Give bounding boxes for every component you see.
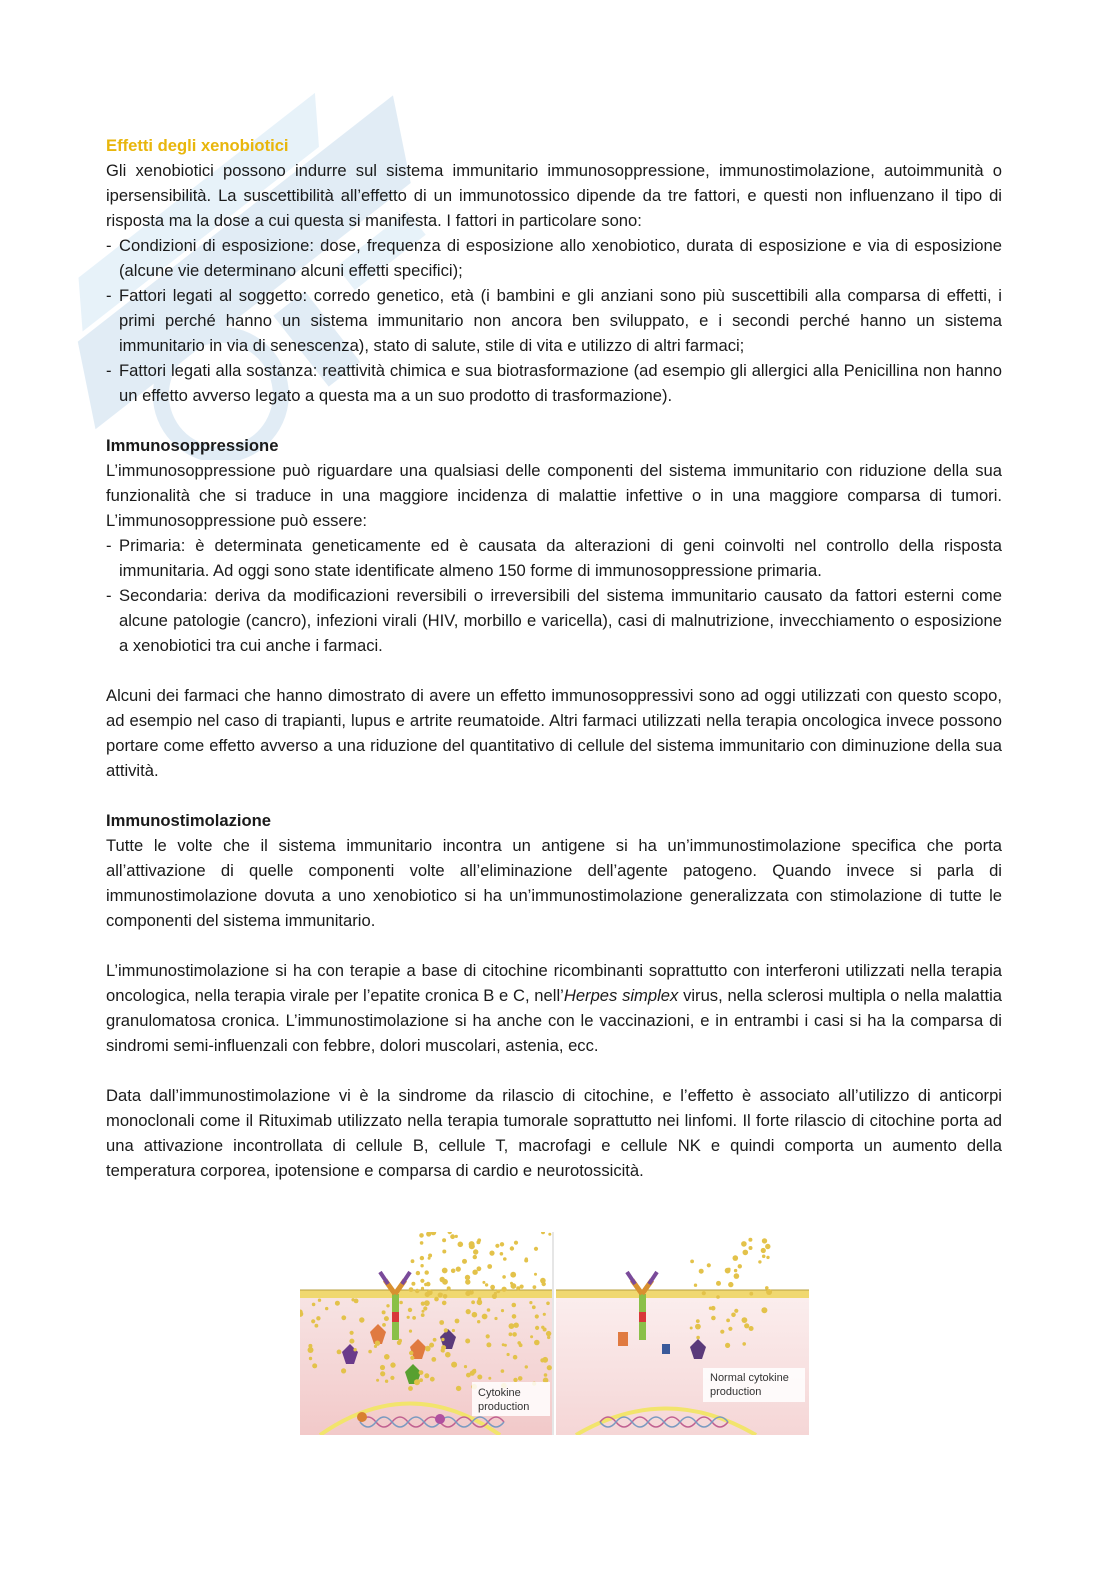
cytokine-dot: [727, 1268, 730, 1271]
cytokine-dot: [766, 1256, 769, 1259]
cytokine-dot: [385, 1380, 388, 1383]
cytokine-dot: [502, 1275, 506, 1279]
cytokine-dot: [414, 1379, 420, 1385]
paragraph: L’immunosoppressione può riguardare una qualsiasi delle componenti del sistema immunitario con riduzione della sua funzionalità che si traduce in una maggiore incidenza di malattie infettive o in una maggiore comparsa di tumori. L’immunosoppressione può essere:: [106, 461, 1002, 530]
cytokine-dot: [517, 1341, 521, 1345]
paragraph: Data dall’immunostimolazione vi è la sindrome da rilascio di citochine, e l’effetto è associato all’utilizzo di anticorpi monoclonali come il Rituximab utilizzato nella terapia tumorale soprattutto nei linfomi. Il forte rilascio di citochine porta ad una attivazione incontrollata di cellule B, cellule T, macrofagi e cellule NK e quindi comporta un aumento della temperatura corporea, ipotensione e comparsa di cardio e neurotossicità.: [106, 1086, 1002, 1180]
cytokine-dot: [490, 1285, 495, 1290]
cytokine-dot: [422, 1310, 425, 1313]
cytokine-dot: [485, 1283, 488, 1286]
cytokine-dot: [734, 1269, 737, 1272]
cytokine-dot: [407, 1316, 410, 1319]
cytokine-dot: [488, 1377, 491, 1380]
cytokine-dot: [694, 1284, 697, 1287]
cytokine-dot: [478, 1297, 482, 1301]
cytokine-dot: [382, 1323, 386, 1327]
cytokine-dot: [451, 1269, 456, 1274]
cytokine-dot: [716, 1295, 720, 1299]
cytokine-dot: [738, 1264, 742, 1268]
cytokine-dot: [455, 1235, 458, 1238]
cytokine-dot: [426, 1282, 431, 1287]
cytokine-dot: [427, 1290, 433, 1296]
cytokine-dot: [749, 1246, 753, 1250]
cytokine-dot: [486, 1342, 491, 1347]
cytokine-dot: [766, 1289, 772, 1295]
cytokine-dot: [473, 1255, 477, 1259]
cytokine-dot: [512, 1303, 517, 1308]
cytokine-dot: [420, 1256, 424, 1260]
cytokine-dot: [500, 1242, 504, 1246]
cytokine-dot: [487, 1264, 492, 1269]
cytokine-dot: [399, 1301, 403, 1305]
cytokine-dot: [482, 1314, 488, 1320]
cytokine-dot: [421, 1287, 424, 1290]
cytokine-dot: [466, 1309, 471, 1314]
cytokine-dot: [512, 1332, 517, 1337]
cytokine-dot: [540, 1278, 546, 1284]
cytokine-dot: [456, 1386, 461, 1391]
cytokine-dot: [742, 1317, 748, 1323]
cytokine-dot: [696, 1336, 700, 1340]
cytokine-dot: [448, 1232, 452, 1234]
cytokine-dot: [376, 1379, 379, 1382]
cytokine-dot: [466, 1373, 471, 1378]
cytokine-dot: [709, 1307, 712, 1310]
cytokine-dot: [762, 1238, 767, 1243]
cytokine-dot: [535, 1314, 539, 1318]
cytokine-dot: [501, 1309, 504, 1312]
cytokine-dot: [743, 1250, 749, 1256]
cytokine-dot: [424, 1300, 430, 1306]
cytokine-dot: [749, 1326, 754, 1331]
label-line: production: [710, 1386, 762, 1398]
cytokine-dot: [761, 1307, 767, 1313]
cytokine-dot: [428, 1254, 432, 1258]
cytokine-dot: [472, 1270, 477, 1275]
cytokine-dot: [502, 1343, 505, 1346]
cytokine-dot: [341, 1368, 346, 1373]
cytokine-dot: [765, 1244, 770, 1249]
cytokine-dot: [733, 1255, 739, 1261]
cytokine-dot: [409, 1287, 414, 1292]
cytokine-dot: [440, 1293, 443, 1296]
cytokine-dot: [335, 1301, 340, 1306]
cytokine-dot: [749, 1292, 753, 1296]
cytokine-dot: [720, 1330, 724, 1334]
cytokine-dot: [408, 1386, 413, 1391]
cytokine-dot: [762, 1255, 766, 1259]
cytokine-dot: [534, 1273, 537, 1276]
cytokine-dot: [546, 1331, 551, 1336]
cytokine-dot: [312, 1363, 317, 1368]
cytokine-dot: [426, 1232, 431, 1237]
cytokine-dot: [465, 1339, 470, 1344]
italic-text: Herpes simplex: [563, 986, 679, 1005]
cytokine-dot: [390, 1376, 394, 1380]
cytokine-dot: [442, 1238, 446, 1242]
cytokine-dot: [465, 1279, 470, 1284]
cytokine-dot: [420, 1279, 424, 1283]
cytokine-figure: [300, 1232, 809, 1435]
paragraph: Alcuni dei farmaci che hanno dimostrato di avere un effetto immunosoppressivi sono ad oggi utilizzati con questo scopo, ad esempio nel caso di trapianti, lupus e artrite reumatoide. Altri farmaci utilizzati nella terapia oncologica invece possono portare come effetto avverso a una riduzione del quantitativo di cellule del sistema immunitario con diminuzione della sua attività.: [106, 686, 1002, 780]
figure-label-right: [710, 1371, 789, 1399]
cytokine-dot: [441, 1345, 446, 1350]
cytokine-dot: [731, 1313, 736, 1318]
cytokine-dot: [419, 1370, 424, 1375]
cytokine-dot: [496, 1289, 500, 1293]
cytokine-dot: [477, 1266, 482, 1271]
cytokine-dot: [419, 1233, 424, 1238]
cytokine-dot: [351, 1298, 354, 1301]
paragraph: [106, 958, 1002, 1058]
cytokine-dot: [309, 1357, 312, 1360]
cytokine-dot: [451, 1362, 457, 1368]
immunosuppression-list: [106, 533, 1002, 658]
cytokine-dot: [443, 1294, 448, 1299]
cytokine-dot: [380, 1371, 385, 1376]
cytokine-dot: [368, 1350, 372, 1354]
cytokine-dot: [482, 1281, 485, 1284]
cytokine-dot: [525, 1365, 528, 1368]
cytokine-dot: [469, 1241, 475, 1247]
section-title-effetti: Effetti degli xenobiotici: [106, 136, 289, 155]
section-title-immunosoppressione: Immunosoppressione: [106, 436, 279, 455]
cytokine-dot: [415, 1289, 419, 1293]
cytokine-dot: [476, 1240, 480, 1244]
cytokine-dot: [530, 1335, 533, 1338]
cytokine-dot: [761, 1248, 766, 1253]
cytokine-dot: [430, 1377, 435, 1382]
cytokine-dot: [477, 1320, 480, 1323]
label-line: Cytokine: [478, 1387, 521, 1399]
cytokine-dot: [494, 1292, 497, 1295]
cytokine-dot: [425, 1270, 429, 1274]
cytokine-dot: [544, 1373, 548, 1377]
cytokine-dot: [518, 1376, 523, 1381]
cytokine-dot: [442, 1250, 446, 1254]
cytokine-dot: [548, 1233, 551, 1236]
list-item: - Fattori legati al soggetto: corredo genetico, età (i bambini e gli anziani sono più suscettibili alla comparsa di effetti, i primi perché hanno un sistema immunitario non ancora ben sviluppato, e i secondi perché hanno un sistema immunitario in via di senescenza), stato di salute, stile di vita e utilizzo di altri farmaci;: [106, 283, 1002, 358]
cytokine-dot: [494, 1317, 497, 1320]
list-item: - Secondaria: deriva da modificazioni reversibili o irreversibili del sistema immunitario causato da fattori esterni come alcune patologie (cancro), infezioni virali (HIV, morbillo e varicella), casi di malnutrizione, invecchiamento o esposizione a xenobiotici tra cui anche i farmaci.: [106, 583, 1002, 658]
cytokine-dot: [534, 1340, 540, 1346]
cytokine-dot: [380, 1365, 385, 1370]
cytokine-dot: [473, 1369, 476, 1372]
cytokine-dot: [734, 1309, 738, 1313]
list-item: - Fattori legati alla sostanza: reattività chimica e sua biotrasformazione (ad esempio gli allergici alla Penicillina non hanno un effetto avverso legato a questa ma a un suo prodotto di trasformazione).: [106, 358, 1002, 408]
cytokine-dot: [452, 1329, 455, 1332]
cytokine-dot: [524, 1259, 528, 1263]
section-title-immunostimolazione: Immunostimolazione: [106, 811, 272, 830]
cytokine-dot: [447, 1286, 451, 1290]
cytokine-dot: [442, 1268, 448, 1274]
cytokine-dot: [316, 1316, 320, 1320]
cytokine-dot: [462, 1259, 467, 1264]
label-line: Normal cytokine: [710, 1372, 789, 1384]
cytokine-dot: [353, 1348, 356, 1351]
cytokine-dot: [534, 1247, 538, 1251]
cytokine-dot: [445, 1352, 451, 1358]
cytokine-dot: [502, 1287, 507, 1292]
cytokine-dot: [542, 1357, 548, 1363]
cytokine-dot: [424, 1373, 429, 1378]
cytokine-dot: [547, 1365, 552, 1370]
cytokine-dot: [434, 1297, 439, 1302]
cytokine-dot: [410, 1356, 414, 1360]
text-span: virus, nella sclerosi multipla o nella malattia granulomatosa cronica. L’immunostimolazione si ha anche con le vaccinazioni, e in entrambi i casi si ha la comparsa di sindromi semi-influenzali con febbre, dolori muscolari, astenia, ecc.: [106, 986, 1002, 1055]
cytokine-dot: [535, 1326, 539, 1330]
cytokine-dot: [532, 1305, 536, 1309]
cytokine-dot: [726, 1319, 730, 1323]
cytokine-dot: [409, 1351, 413, 1355]
cytokine-dot: [431, 1357, 436, 1362]
cytokine-dot: [507, 1353, 510, 1356]
cytokine-dot: [420, 1241, 424, 1245]
cytokine-dot: [409, 1330, 412, 1333]
figure-label-left: [478, 1386, 529, 1414]
cytokine-dot: [464, 1365, 467, 1368]
cytokine-dot: [444, 1328, 448, 1332]
cytokine-dot: [711, 1316, 716, 1321]
cytokine-dot: [384, 1316, 389, 1321]
cytokine-dot: [707, 1263, 711, 1267]
cytokine-dot: [325, 1307, 328, 1310]
cytokine-dot: [728, 1282, 733, 1287]
cytokine-dot: [500, 1252, 504, 1256]
cytokine-dot: [541, 1326, 544, 1329]
right-panel: [556, 1294, 809, 1435]
cytokine-dot: [748, 1238, 752, 1242]
cytokine-dot: [489, 1251, 494, 1256]
cytokine-dot: [442, 1301, 447, 1306]
cytokine-dot: [509, 1323, 515, 1329]
cytokine-dot: [315, 1324, 319, 1328]
cytokine-dot: [458, 1242, 464, 1248]
cytokine-dot: [421, 1313, 425, 1317]
cytokine-dot: [382, 1310, 386, 1314]
cytokine-dot: [547, 1336, 550, 1339]
cytokine-dot: [442, 1279, 448, 1285]
cytokine-dot: [543, 1313, 546, 1316]
cytokine-dot: [546, 1302, 550, 1306]
cytokine-dot: [690, 1260, 694, 1264]
cytokine-dot: [509, 1332, 513, 1336]
cytokine-dot: [702, 1291, 706, 1295]
cytokine-dot: [487, 1308, 491, 1312]
cytokine-dot: [411, 1282, 415, 1286]
cytokine-dot: [318, 1299, 321, 1302]
cytokine-dot: [486, 1334, 490, 1338]
cytokine-dot: [421, 1302, 425, 1306]
cytokine-dot: [472, 1312, 478, 1318]
label-line: production: [478, 1401, 530, 1413]
cytokine-dot: [529, 1301, 532, 1304]
list-item: - Primaria: è determinata geneticamente ed è causata da alterazioni di geni coinvolti nel controllo della risposta immunitaria. Ad oggi sono state identificate almeno 150 forme di immunosoppressione primaria.: [106, 533, 1002, 583]
cytokine-dot: [533, 1285, 537, 1289]
factor-list: [106, 233, 1002, 408]
cytokine-dot: [439, 1320, 444, 1325]
cytokine-dot: [425, 1346, 431, 1352]
cytokine-dot: [311, 1319, 315, 1323]
cytokine-dot: [433, 1338, 437, 1342]
cytokine-dot: [455, 1319, 460, 1324]
cytokine-dot: [411, 1259, 415, 1263]
cytokine-dot: [742, 1342, 746, 1346]
cytokine-dot: [510, 1282, 513, 1285]
cytokine-dot: [349, 1339, 354, 1344]
cytokine-dot: [513, 1355, 518, 1360]
cytokine-dot: [441, 1338, 444, 1341]
cytokine-dot: [412, 1316, 416, 1320]
cytokine-dot: [477, 1375, 482, 1380]
cytokine-dot: [337, 1350, 342, 1355]
document-body: [106, 133, 1002, 1183]
cytokine-dot: [350, 1331, 354, 1335]
cytokine-dot: [495, 1244, 499, 1248]
cytokine-dot: [408, 1308, 412, 1312]
cytokine-dot: [473, 1249, 478, 1254]
cytokine-dot: [384, 1354, 390, 1360]
cytokine-dot: [374, 1345, 377, 1348]
text-span: L’immunostimolazione si ha con terapie a base di citochine ricombinanti soprattutto con interferoni utilizzati nella terapia oncologica, nella terapia virale per l’epatite cronica B e C, nell’: [106, 961, 1002, 1005]
cytokine-dot: [541, 1232, 545, 1234]
cytokine-dot: [695, 1324, 701, 1330]
cytokine-dot: [419, 1378, 423, 1382]
cytokine-dot: [514, 1323, 519, 1328]
cytokine-dot: [465, 1291, 470, 1296]
cytokine-dot: [312, 1303, 316, 1307]
cytokine-dot: [431, 1232, 437, 1235]
paragraph: Gli xenobiotici possono indurre sul sistema immunitario immunosoppressione, immunostimolazione, autoimmunità o ipersensibilità. La suscettibilità all’effetto di un immunotossico dipende da tre fattori, e questi non influenzano il tipo di risposta ma la dose a cui questa si manifesta. I fattori in particolare sono:: [106, 161, 1002, 230]
cytokine-dot: [420, 1264, 423, 1267]
cytokine-dot: [341, 1315, 346, 1320]
cytokine-dot: [510, 1272, 516, 1278]
paragraph: Tutte le volte che il sistema immunitario incontra un antigene si ha un’immunostimolazione specifica che porta all’attivazione di quelle componenti volte all’eliminazione dell’agente patogeno. Quando invece si parla di immunostimolazione dovuta a uno xenobiotico si ha un’immunostimolazione generalizzata con stimolazione di tutte le componenti del sistema immunitario.: [106, 836, 1002, 930]
cytokine-dot: [725, 1343, 730, 1348]
cytokine-dot: [477, 1301, 482, 1306]
cytokine-dot: [308, 1347, 314, 1353]
cytokine-dot: [386, 1304, 389, 1307]
cytokine-dot: [416, 1271, 420, 1275]
cytokine-dot: [513, 1378, 517, 1382]
cytokine-illustration: [300, 1232, 809, 1435]
cytokine-dot: [456, 1267, 461, 1272]
cytokine-dot: [696, 1319, 700, 1323]
list-item: - Condizioni di esposizione: dose, frequenza di esposizione allo xenobiotico, durata di esposizione e via di esposizione (alcune vie determinano alcuni effetti specifici);: [106, 233, 1002, 283]
cytokine-dot: [471, 1300, 475, 1304]
cytokine-dot: [514, 1241, 518, 1245]
cytokine-dot: [510, 1246, 514, 1250]
cytokine-dot: [716, 1281, 721, 1286]
cytokine-dot: [520, 1285, 524, 1289]
cytokine-dot: [699, 1269, 704, 1274]
cytokine-dot: [765, 1286, 769, 1290]
cytokine-dot: [450, 1234, 455, 1239]
cytokine-dot: [501, 1369, 505, 1373]
cytokine-dot: [512, 1314, 517, 1319]
cytokine-dot: [744, 1323, 749, 1328]
cytokine-dot: [390, 1362, 395, 1367]
cytokine-dot: [397, 1341, 402, 1346]
cytokine-dot: [690, 1327, 693, 1330]
cytokine-dot: [503, 1257, 507, 1261]
cytokine-dot: [728, 1327, 732, 1331]
cytokine-dot: [359, 1317, 364, 1322]
cytokine-dot: [734, 1273, 740, 1279]
cytokine-dot: [741, 1241, 747, 1247]
cytokine-dot: [758, 1260, 761, 1263]
